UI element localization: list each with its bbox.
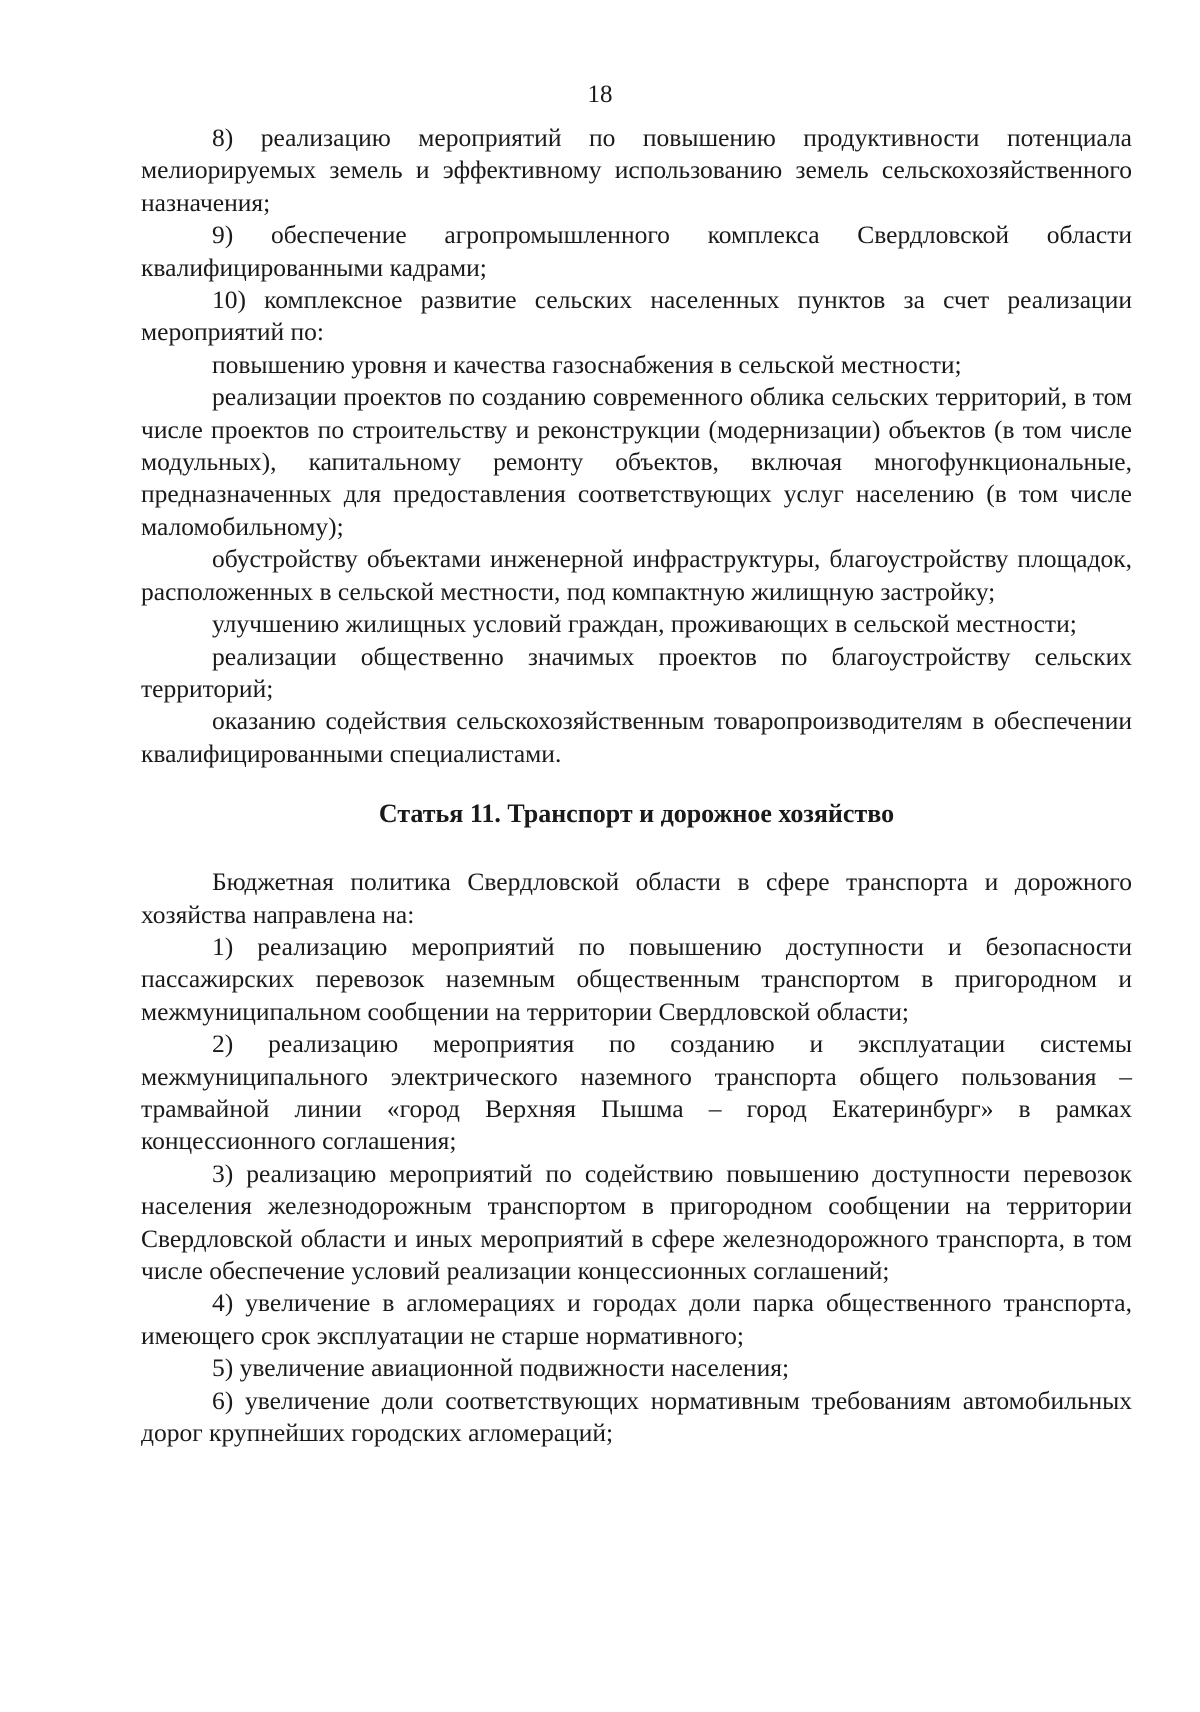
article-item-1: 1) реализацию мероприятий по повышению доступности и безопасности пассажирских перевозок наземным общественным транспортом в пригородном и межмуниципальном сообщении на территории Свердловской области; bbox=[141, 931, 1132, 1026]
sub-item-public-projects: реализации общественно значимых проектов по благоустройству сельских территорий; bbox=[141, 641, 1132, 703]
list-item-10: 10) комплексное развитие сельских населенных пунктов за счет реализации мероприятий по: bbox=[141, 285, 1132, 347]
sub-item-housing: улучшению жилищных условий граждан, проживающих в сельской местности; bbox=[212, 609, 1077, 639]
sub-item-infrastructure: обустройству объектами инженерной инфраструктуры, благоустройству площадок, расположенных в сельской местности, под компактную жилищную застройку; bbox=[141, 544, 1132, 606]
article-item-4: 4) увеличение в агломерациях и городах доли парка общественного транспорта, имеющего срок эксплуатации не старше нормативного; bbox=[141, 1288, 1132, 1350]
sub-item-gas-supply: повышению уровня и качества газоснабжения в сельской местности; bbox=[212, 349, 962, 379]
sub-item-specialists: оказанию содействия сельскохозяйственным товаропроизводителям в обеспечении квалифицированными специалистами. bbox=[141, 706, 1132, 768]
article-heading: Статья 11. Транспорт и дорожное хозяйство bbox=[378, 799, 895, 829]
list-item-9: 9) обеспечение агропромышленного комплекса Свердловской области квалифицированными кадрами; bbox=[141, 220, 1132, 282]
article-intro: Бюджетная политика Свердловской области в сфере транспорта и дорожного хозяйства направлена на: bbox=[141, 867, 1132, 929]
page-number: 18 bbox=[587, 81, 613, 108]
article-item-3: 3) реализацию мероприятий по содействию повышению доступности перевозок населения железнодорожным транспортом в пригородном сообщении на территории Свердловской области и иных мероприятий в сфере железнодорожного транспорта, в том числе обеспечение условий реализации концессионных соглашений; bbox=[141, 1158, 1132, 1285]
sub-item-modern-image: реализации проектов по созданию современного облика сельских территорий, в том числе проектов по строительству и реконструкции (модернизации) объектов (в том числе модульных), капитальному ремонту объектов, включая многофункциональные, предназначенных для предоставления соответствующих услуг населению (в том числе маломобильному); bbox=[141, 382, 1132, 541]
article-item-2: 2) реализацию мероприятия по созданию и эксплуатации системы межмуниципального электрического наземного транспорта общего пользования – трамвайной линии «город Верхняя Пышма – город Екатеринбург» в рамках концессионного соглашения; bbox=[141, 1029, 1132, 1156]
list-item-8: 8) реализацию мероприятий по повышению продуктивности потенциала мелиорируемых земель и эффективному использованию земель сельскохозяйственного назначения; bbox=[141, 123, 1132, 217]
article-item-6: 6) увеличение доли соответствующих нормативным требованиям автомобильных дорог крупнейших городских агломераций; bbox=[141, 1385, 1132, 1448]
document-body bbox=[141, 122, 1132, 1449]
article-item-5: 5) увеличение авиационной подвижности населения; bbox=[212, 1353, 790, 1383]
